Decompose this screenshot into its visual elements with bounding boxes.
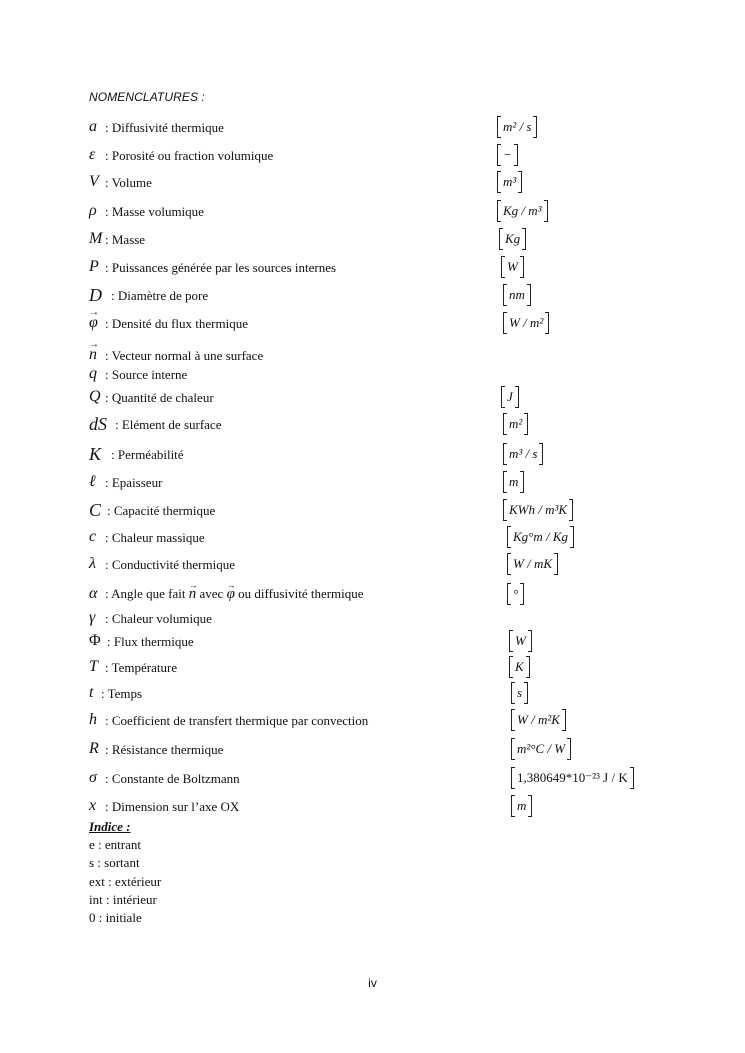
unit-diffusivity: m² / s xyxy=(497,116,537,138)
row-volumetric-heat xyxy=(89,605,689,629)
row-convection xyxy=(89,707,689,731)
index-sortant: s : sortant xyxy=(89,855,140,870)
unit-angle: ° xyxy=(507,583,524,605)
row-heat-flux xyxy=(89,628,689,652)
unit-porosity: − xyxy=(497,144,518,166)
row-power xyxy=(89,254,689,278)
unit-boltzmann: 1,380649*10⁻²³ J / K xyxy=(511,767,634,789)
unit-mass: Kg xyxy=(499,228,526,250)
desc-convection: : Coefficient de transfert thermique par convection xyxy=(105,713,369,728)
row-pore-diameter xyxy=(89,282,689,306)
symbol-n-vector: → n xyxy=(89,346,97,364)
unit-heat-flux-density: W / m² xyxy=(503,312,549,334)
unit-resistance: m²°C / W xyxy=(511,738,571,760)
unit-specific-heat: Kg°m / Kg xyxy=(507,526,574,548)
symbol-C: C xyxy=(89,500,102,520)
row-porosity xyxy=(89,142,689,166)
row-volume xyxy=(89,169,689,193)
unit-pore-diameter: nm xyxy=(503,284,531,306)
row-dimension-ox xyxy=(89,793,689,817)
symbol-h: h xyxy=(89,711,97,728)
desc-resistance: : Résistance thermique xyxy=(105,742,224,757)
desc-heat-flux: : Flux thermique xyxy=(107,634,194,649)
row-time xyxy=(89,680,689,704)
unit-surface-element: m² xyxy=(503,413,528,435)
symbol-sigma: σ xyxy=(89,769,97,786)
symbol-m: M xyxy=(89,230,103,247)
desc-power: : Puissances générée par les sources internes xyxy=(105,260,337,275)
index-initiale: 0 : initiale xyxy=(89,910,142,925)
desc-volume: : Volume xyxy=(105,175,152,190)
symbol-ds: dS xyxy=(89,414,107,434)
desc-conductivity: : Conductivité thermique xyxy=(105,557,235,572)
row-density xyxy=(89,198,689,222)
symbol-rho: ρ xyxy=(89,202,97,219)
symbol-d: D xyxy=(89,285,102,305)
row-boltzmann xyxy=(89,765,689,789)
unit-convection: W / m²K xyxy=(511,709,566,731)
desc-dimension-ox: : Dimension sur l’axe OX xyxy=(105,799,240,814)
symbol-gamma: γ xyxy=(89,609,96,626)
index-interieur: int : intérieur xyxy=(89,892,157,907)
unit-thermal-capacity: KWh / m³K xyxy=(503,499,573,521)
unit-volume: m³ xyxy=(497,171,522,193)
desc-temperature: : Température xyxy=(105,660,178,675)
row-thickness xyxy=(89,469,689,493)
index-exterieur: ext : extérieur xyxy=(89,874,162,889)
symbol-v: V xyxy=(89,173,99,190)
unit-time: s xyxy=(511,682,528,704)
desc-boltzmann: : Constante de Boltzmann xyxy=(105,771,240,786)
desc-pore-diameter: : Diamètre de pore xyxy=(111,288,209,303)
desc-surface-element: : Elément de surface xyxy=(115,417,222,432)
symbol-lambda: λ xyxy=(89,555,96,572)
unit-conductivity: W / mK xyxy=(507,553,558,575)
symbol-epsilon: ε xyxy=(89,146,96,163)
symbol-R: R xyxy=(89,740,99,757)
symbol-Q: Q xyxy=(89,388,101,405)
row-heat-quantity xyxy=(89,384,689,408)
desc-mass: : Masse xyxy=(105,232,146,247)
desc-specific-heat: : Chaleur massique xyxy=(105,530,205,545)
desc-internal-source: : Source interne xyxy=(105,367,188,382)
unit-heat-quantity: J xyxy=(501,386,519,408)
desc-angle xyxy=(105,586,364,602)
row-specific-heat xyxy=(89,524,689,548)
desc-volumetric-heat: : Chaleur volumique xyxy=(105,611,212,626)
row-permeability xyxy=(89,441,689,465)
unit-temperature: K xyxy=(509,656,530,678)
desc-density: : Masse volumique xyxy=(105,204,204,219)
desc-thermal-capacity: : Capacité thermique xyxy=(107,503,216,518)
row-surface-element xyxy=(89,411,689,435)
unit-thickness: m xyxy=(503,471,524,493)
unit-permeability: m³ / s xyxy=(503,443,543,465)
symbol-x: x xyxy=(89,797,97,814)
desc-porosity: : Porosité ou fraction volumique xyxy=(105,148,274,163)
symbol-ell: ℓ xyxy=(89,473,96,490)
symbol-alpha: α xyxy=(89,585,98,602)
symbol-t: t xyxy=(89,684,94,701)
symbol-c: c xyxy=(89,528,97,545)
unit-power: W xyxy=(501,256,524,278)
desc-angle-phi-vector: → φ xyxy=(227,587,235,602)
desc-heat-quantity: : Quantité de chaleur xyxy=(105,390,214,405)
row-angle xyxy=(89,581,689,605)
symbol-Phi: Φ xyxy=(89,632,101,649)
desc-thickness: : Epaisseur xyxy=(105,475,163,490)
desc-angle-part3: ou diffusivité thermique xyxy=(234,586,364,601)
symbol-p: P xyxy=(89,258,99,275)
row-diffusivity xyxy=(89,114,689,138)
desc-angle-part2: avec xyxy=(196,586,227,601)
row-thermal-capacity xyxy=(89,497,689,521)
desc-angle-part1: : Angle que fait xyxy=(105,586,189,601)
desc-heat-flux-density: : Densité du flux thermique xyxy=(105,316,248,331)
symbol-q: q xyxy=(89,365,97,382)
symbol-k: K xyxy=(89,444,102,464)
desc-time: : Temps xyxy=(101,686,143,701)
index-entrant: e : entrant xyxy=(89,837,141,852)
row-heat-flux-density xyxy=(89,310,689,334)
row-resistance xyxy=(89,736,689,760)
desc-permeability: : Perméabilité xyxy=(111,447,184,462)
symbol-a: a xyxy=(89,118,97,135)
row-internal-source xyxy=(89,361,689,385)
unit-dimension-ox: m xyxy=(511,795,532,817)
indices-title: Indice : xyxy=(89,819,131,834)
page-number: iv xyxy=(368,976,377,990)
desc-normal-vector: : Vecteur normal à une surface xyxy=(105,348,264,363)
unit-density: Kg / m³ xyxy=(497,200,548,222)
unit-heat-flux: W xyxy=(509,630,532,652)
nomenclature-heading: NOMENCLATURES : xyxy=(89,90,205,104)
symbol-phi-vector: → φ xyxy=(89,314,98,332)
row-conductivity xyxy=(89,551,689,575)
row-mass xyxy=(89,226,689,250)
desc-diffusivity: : Diffusivité thermique xyxy=(105,120,224,135)
symbol-T: T xyxy=(89,658,98,675)
desc-angle-n-vector: → n xyxy=(189,587,197,602)
row-temperature xyxy=(89,654,689,678)
